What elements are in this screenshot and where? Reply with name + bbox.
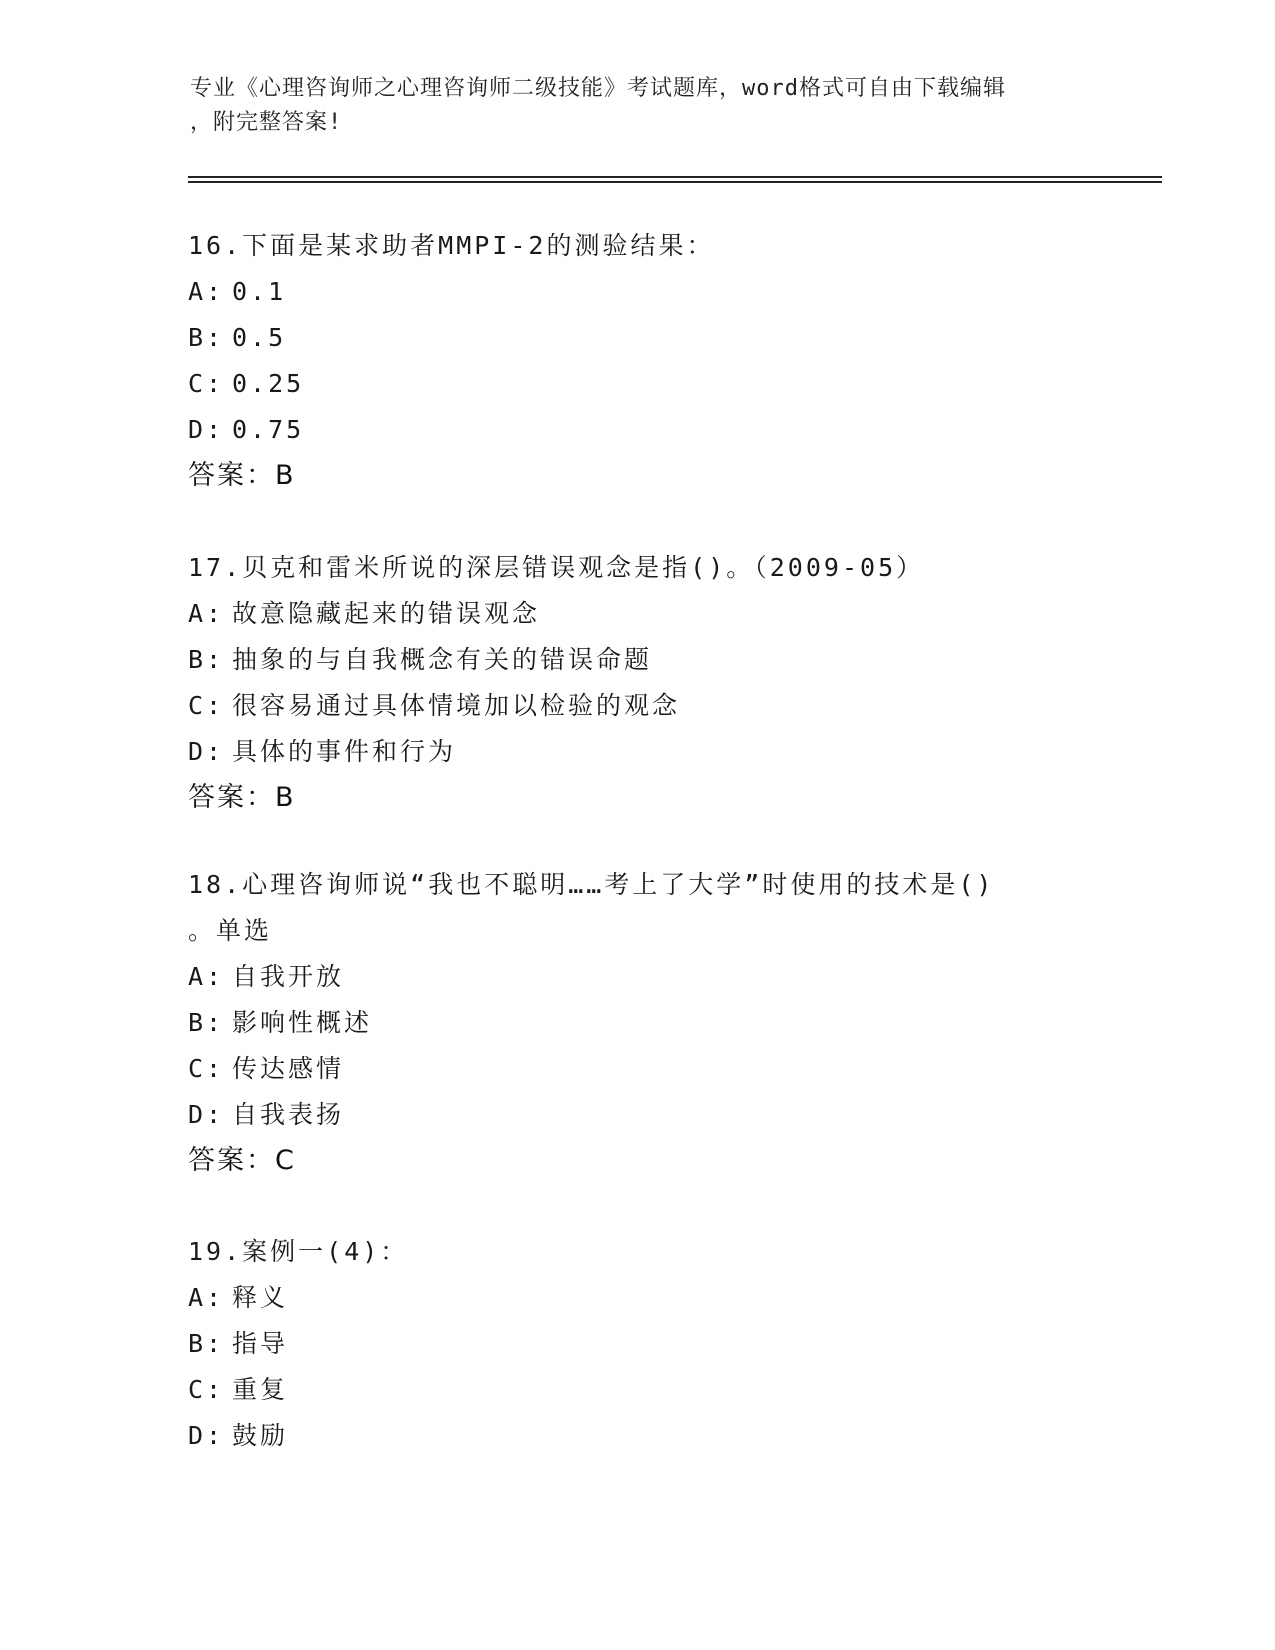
option-letter: A: xyxy=(188,1283,225,1312)
document-header xyxy=(190,72,1090,140)
option-letter: C: xyxy=(188,1375,225,1404)
answer: 答案：B xyxy=(188,782,296,813)
option-d xyxy=(188,729,1148,775)
option-text: 抽象的与自我概念有关的错误命题 xyxy=(232,645,653,674)
question-stem: 17.贝克和雷米所说的深层错误观念是指()。（2009-05） xyxy=(188,553,925,582)
option-c xyxy=(188,1046,1148,1092)
option-text: 故意隐藏起来的错误观念 xyxy=(232,599,541,628)
option-b xyxy=(188,637,1148,683)
question-16 xyxy=(188,223,1148,499)
option-text: 0.1 xyxy=(232,277,287,306)
option-text: 具体的事件和行为 xyxy=(232,737,457,766)
option-text: 指导 xyxy=(232,1329,289,1358)
option-text: 自我表扬 xyxy=(232,1100,345,1129)
option-letter: B: xyxy=(188,323,225,352)
option-text: 自我开放 xyxy=(232,962,345,991)
option-letter: B: xyxy=(188,1008,225,1037)
option-text: 0.75 xyxy=(232,415,305,444)
option-letter: A: xyxy=(188,277,225,306)
question-18 xyxy=(188,862,1148,1184)
option-text: 释义 xyxy=(232,1283,289,1312)
option-letter: C: xyxy=(188,369,225,398)
question-17 xyxy=(188,545,1148,821)
option-letter: A: xyxy=(188,599,225,628)
option-d xyxy=(188,1413,1148,1459)
header-line-1: 专业《心理咨询师之心理咨询师二级技能》考试题库，word格式可自由下载编辑 xyxy=(190,76,1006,101)
option-text: 传达感情 xyxy=(232,1054,345,1083)
option-b xyxy=(188,315,1148,361)
question-stem: 16.下面是某求助者MMPI-2的测验结果： xyxy=(188,231,715,260)
option-a xyxy=(188,954,1148,1000)
question-19 xyxy=(188,1229,1148,1459)
option-letter: D: xyxy=(188,1100,225,1129)
option-letter: D: xyxy=(188,415,225,444)
question-stem: 19.案例一(4)： xyxy=(188,1237,409,1266)
option-letter: B: xyxy=(188,645,225,674)
option-a xyxy=(188,1275,1148,1321)
option-d xyxy=(188,1092,1148,1138)
option-b xyxy=(188,1000,1148,1046)
header-rule-bottom xyxy=(188,181,1162,183)
option-text: 0.5 xyxy=(232,323,287,352)
option-text: 很容易通过具体情境加以检验的观念 xyxy=(232,691,681,720)
option-d xyxy=(188,407,1148,453)
option-text: 0.25 xyxy=(232,369,305,398)
option-a xyxy=(188,591,1148,637)
option-b xyxy=(188,1321,1148,1367)
option-c xyxy=(188,1367,1148,1413)
option-text: 鼓励 xyxy=(232,1421,289,1450)
question-stem-continued: 。单选 xyxy=(188,916,273,945)
option-a xyxy=(188,269,1148,315)
option-letter: D: xyxy=(188,1421,225,1450)
option-letter: C: xyxy=(188,1054,225,1083)
option-c xyxy=(188,683,1148,729)
header-line-2: ，附完整答案! xyxy=(190,110,343,135)
option-letter: C: xyxy=(188,691,225,720)
option-text: 重复 xyxy=(232,1375,289,1404)
option-letter: D: xyxy=(188,737,225,766)
option-letter: B: xyxy=(188,1329,225,1358)
header-rule-top xyxy=(188,176,1162,178)
answer: 答案：C xyxy=(188,1145,296,1176)
option-letter: A: xyxy=(188,962,225,991)
answer: 答案：B xyxy=(188,460,296,491)
question-stem: 18.心理咨询师说“我也不聪明……考上了大学”时使用的技术是() xyxy=(188,870,995,899)
option-c xyxy=(188,361,1148,407)
option-text: 影响性概述 xyxy=(232,1008,373,1037)
